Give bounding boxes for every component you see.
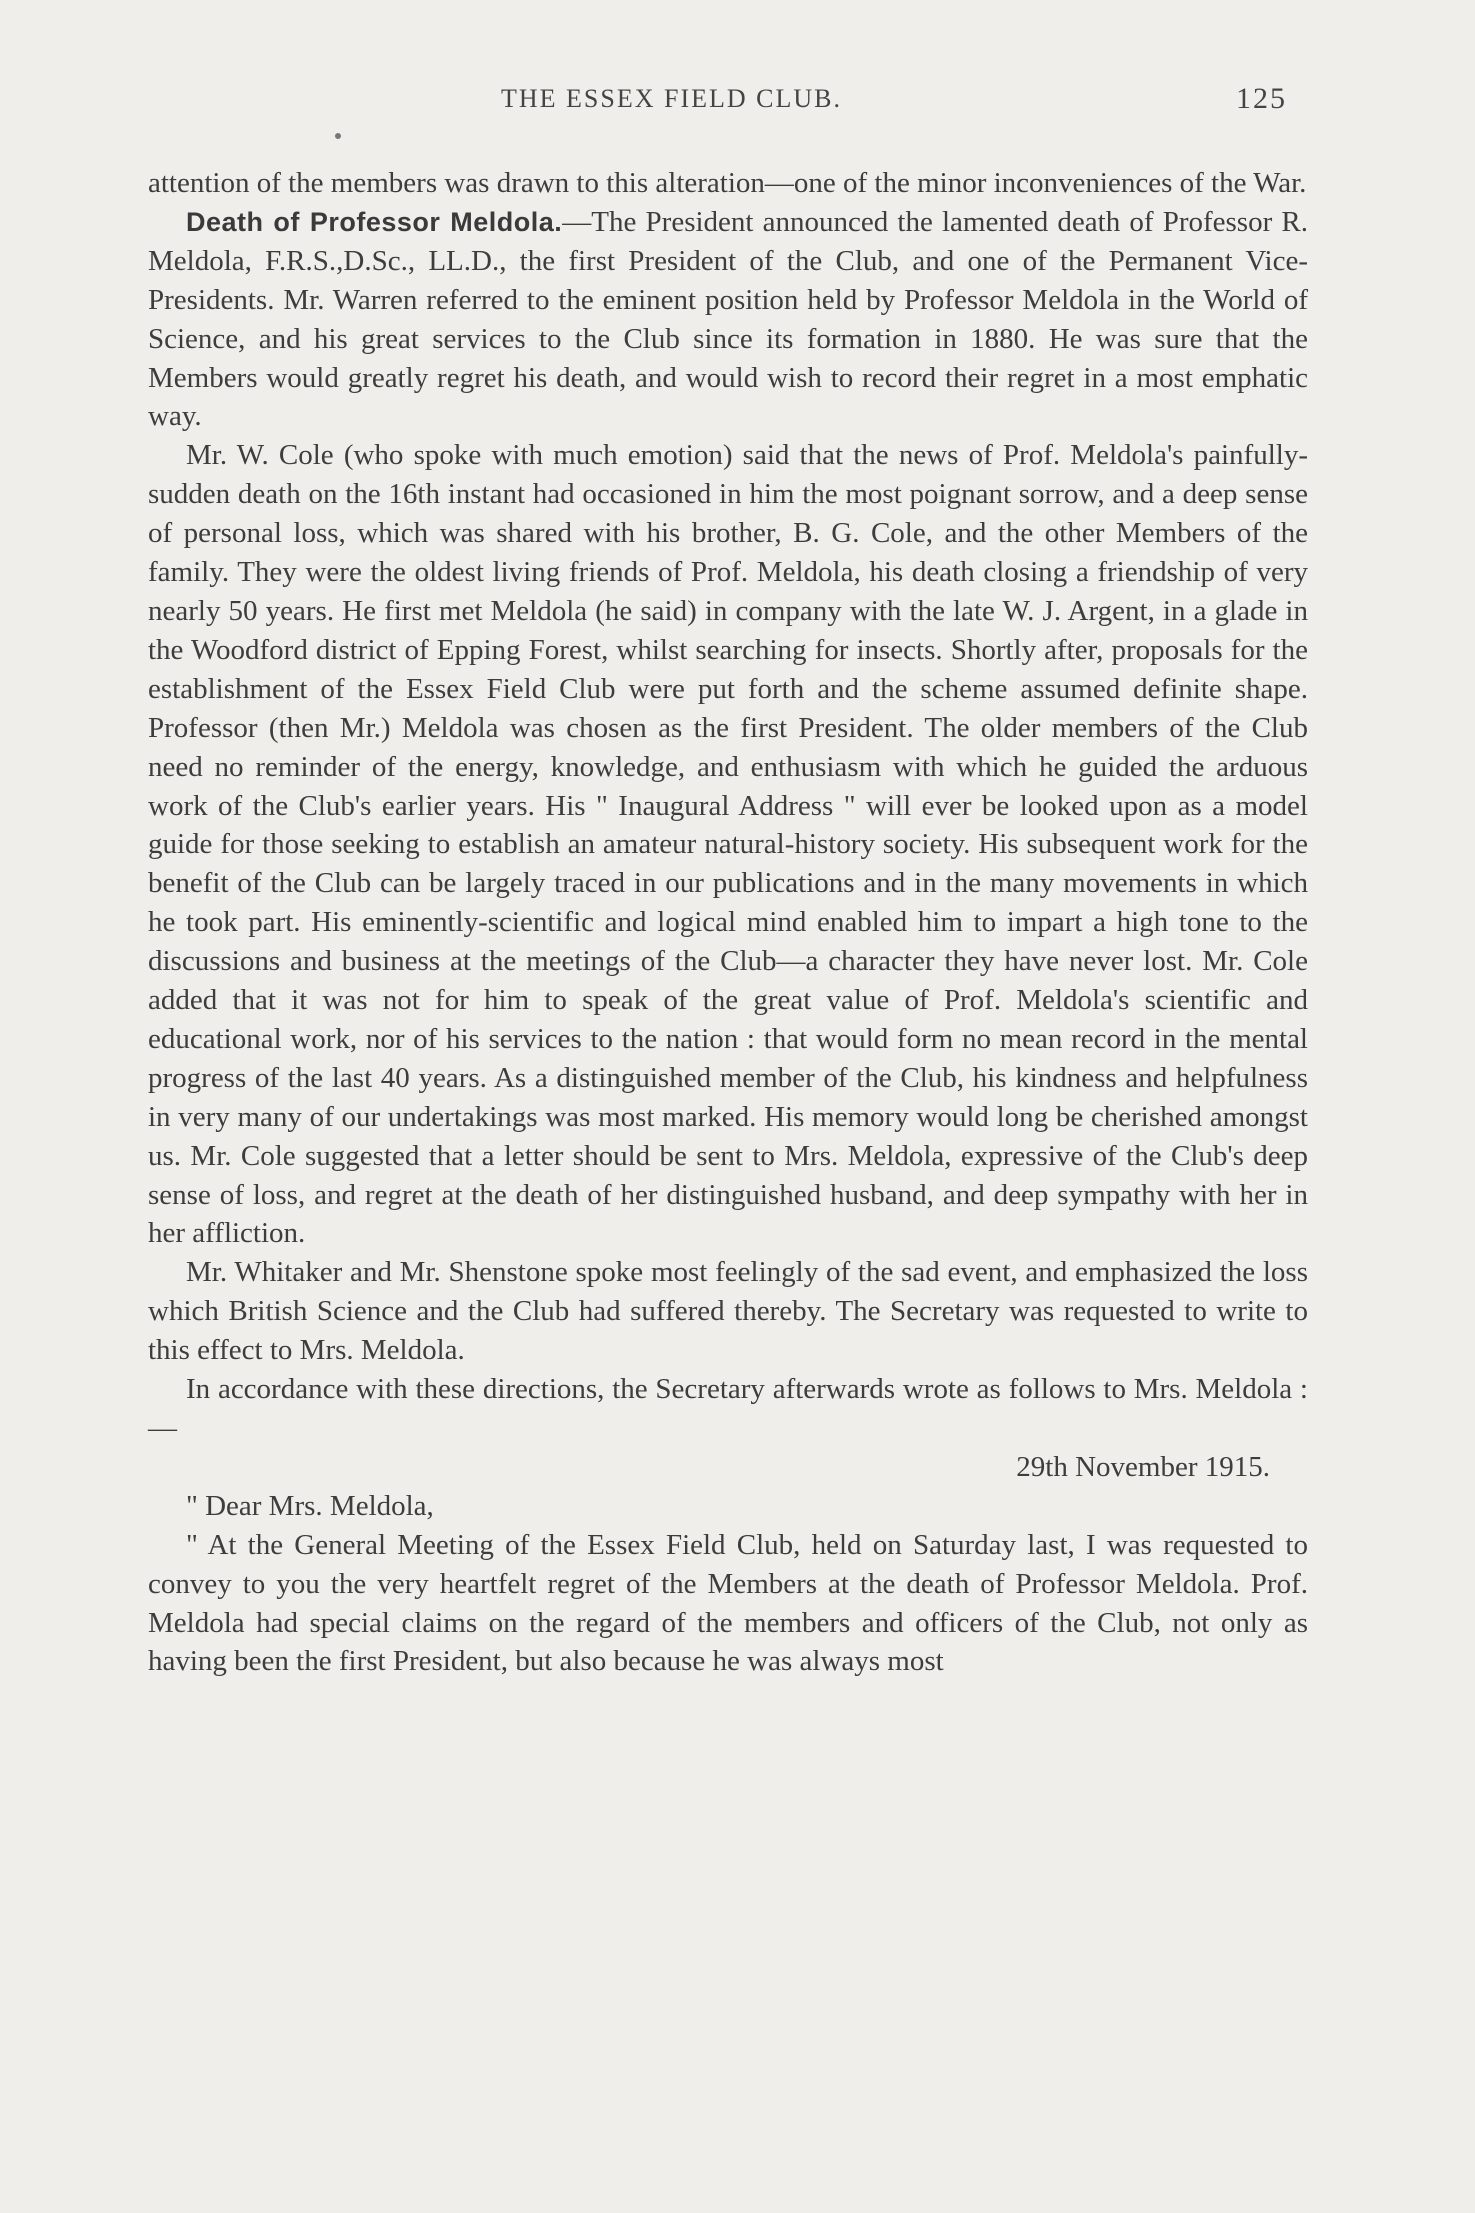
paragraph-war-alteration: attention of the members was drawn to this alteration—one of the minor inconveniences of the War. — [148, 167, 1307, 199]
letter-body: " At the General Meeting of the Essex Field Club, held on Saturday last, I was requested to convey to you the very heartfelt regret of the Members at the death of Professor Meldola. Prof. Meldola had special claims on the regard of the members and officers of the Club, not only as having been the first President, but also because he was always most — [148, 1528, 1308, 1678]
text-body — [148, 164, 1308, 1681]
paragraph-death-announcement — [148, 203, 1308, 436]
death-announcement-text: —The President announced the lamented death of Professor R. Meldola, F.R.S.,D.Sc., LL.D., the first President of the Club, and one of the Permanent Vice-Presidents. Mr. Warren referred to the eminent position held by Professor Meldola in the World of Science, and his great services to the Club since its formation in 1880. He was sure that the Members would greatly regret his death, and would wish to record their regret in a most emphatic way. — [148, 205, 1308, 433]
section-heading-death-of-meldola: Death of Professor Meldola. — [186, 206, 563, 237]
letter-date: 29th November 1915. — [1016, 1450, 1270, 1483]
paragraph-cole-tribute: Mr. W. Cole (who spoke with much emotion) said that the news of Prof. Meldola's painfully-sudden death on the 16th instant had occasioned in him the most poignant sorrow, and a deep sense of personal loss, which was shared with his brother, B. G. Cole, and the other Members of the family. They were the oldest living friends of Prof. Meldola, his death closing a friendship of very nearly 50 years. He first met Meldola (he said) in company with the late W. J. Argent, in a glade in the Woodford district of Epping Forest, whilst searching for insects. Shortly after, proposals for the establishment of the Essex Field Club were put forth and the scheme assumed definite shape. Professor (then Mr.) Meldola was chosen as the first President. The older members of the Club need no reminder of the energy, knowledge, and enthusiasm with which he guided the arduous work of the Club's earlier years. His " Inaugural Address " will ever be looked upon as a model guide for those seeking to establish an amateur natural-history society. His subsequent work for the benefit of the Club can be largely traced in our publications and in the many movements in which he took part. His eminently-scientific and logical mind enabled him to impart a high tone to the discussions and business at the meetings of the Club—a character they have never lost. Mr. Cole added that it was not for him to speak of the great value of Prof. Meldola's scientific and educational work, nor of his services to the nation : that would form no mean record in the mental progress of the last 40 years. As a distinguished member of the Club, his kindness and helpfulness in very many of our undertakings was most marked. His memory would long be cherished amongst us. Mr. Cole suggested that a letter should be sent to Mrs. Meldola, expressive of the Club's deep sense of loss, and regret at the death of her distinguished husband, and deep sympathy with her in her affliction. — [148, 439, 1308, 1250]
running-title: THE ESSEX FIELD CLUB. — [501, 84, 842, 113]
page-number: 125 — [1236, 82, 1287, 115]
running-head — [0, 84, 1475, 120]
letter-salutation: " Dear Mrs. Meldola, — [186, 1489, 434, 1522]
paragraph-whitaker-shenstone: Mr. Whitaker and Mr. Shenstone spoke most feelingly of the sad event, and emphasized the loss which British Science and the Club had suffered thereby. The Secretary was requested to write to this effect to Mrs. Meldola. — [148, 1256, 1308, 1367]
paragraph-secretary-letter-intro: In accordance with these directions, the Secretary afterwards wrote as follows to Mrs. Meldola :— — [148, 1373, 1308, 1444]
printer-dot-mark — [335, 133, 341, 139]
